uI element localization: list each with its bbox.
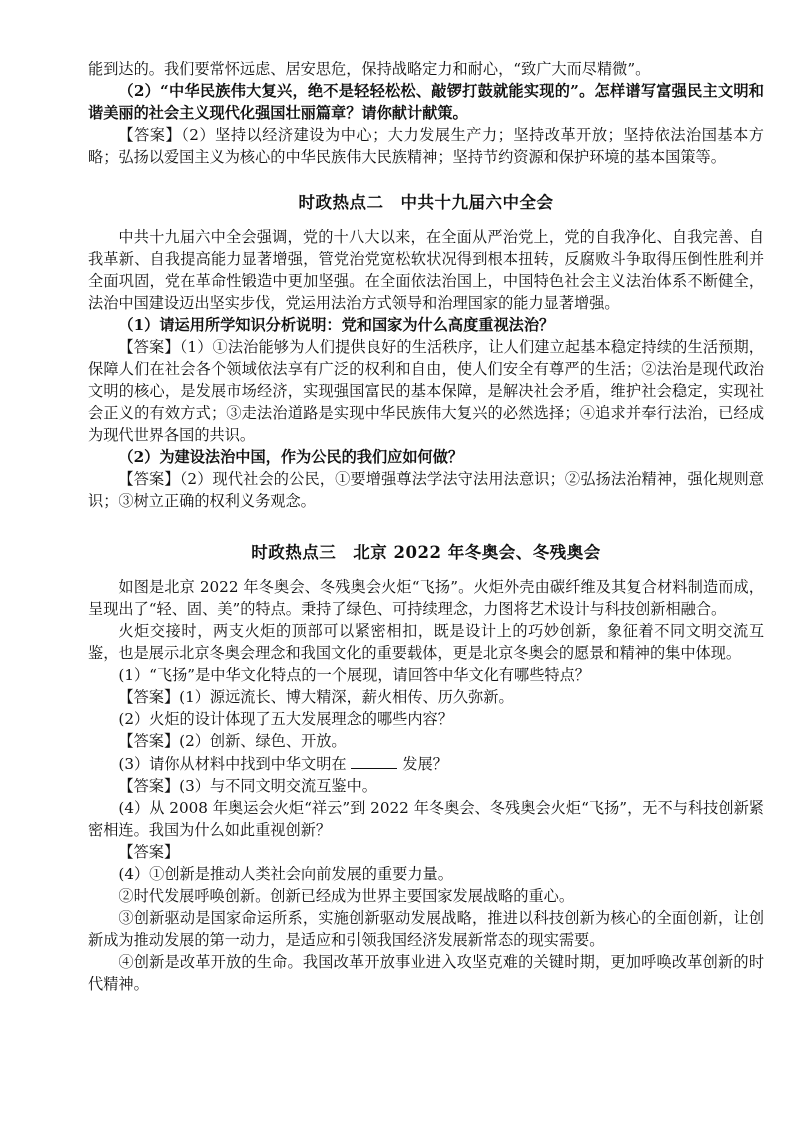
paragraph-continuation: 能到达的。我们要常怀远虑、居安思危，保持战略定力和耐心，“致广大而尽精微”。 — [88, 60, 651, 78]
answer-4-point-2: ②时代发展呼唤创新。创新已经成为世界主要国家发展战略的重心。 — [118, 887, 575, 905]
question-3-section3 — [88, 752, 764, 775]
question-2-section2: （2）为建设法治中国，作为公民的我们应如何做？ — [118, 448, 464, 466]
fill-in-blank — [351, 752, 397, 769]
answer-3-section3: 【答案】(3）与不同文明交流互鉴中。 — [118, 777, 377, 795]
answer-1-section3: 【答案】(1）源远流长、博大精深，薪火相传、历久弥新。 — [118, 688, 514, 706]
section-2-title: 时政热点二 中共十九届六中全会 — [298, 193, 554, 212]
section-3-title: 时政热点三 北京 2022 年冬奥会、冬残奥会 — [251, 543, 601, 562]
question-4-section3: (4）从 2008 年奥运会火炬“祥云”到 2022 年冬奥会、冬残奥会火炬“飞扬”，无不与科技创新紧密相连。我国为什么如此重视创新？ — [88, 799, 764, 839]
answer-4-point-3: ③创新驱动是国家命运所系，实施创新驱动发展战略，推进以科技创新为核心的全面创新，让创新成为推动发展的第一动力，是适应和引领我国经济发展新常态的现实需要。 — [88, 909, 764, 949]
answer-2-section1: 【答案】（2）坚持以经济建设为中心；大力发展生产力；坚持改革开放；坚持依法治国基本方略；弘扬以爱国主义为核心的中华民族伟大民族精神；坚持节约资源和保护环境的基本国策等。 — [88, 126, 764, 166]
question-2-section1: （2）“中华民族伟大复兴，绝不是轻轻松松、敲锣打鼓就能实现的”。怎样谱写富强民主文明和谐美丽的社会主义现代化强国壮丽篇章？请你献计献策。 — [88, 82, 764, 122]
answer-4-label: 【答案】 — [118, 843, 180, 861]
question-1-section2: （1）请运用所学知识分析说明：党和国家为什么高度重视法治？ — [118, 316, 555, 334]
answer-1-section2: 【答案】（1）①法治能够为人们提供良好的生活秩序，让人们建立起基本稳定持续的生活预期，保障人们在社会各个领域依法享有广泛的权利和自由，使人们安全有尊严的生活；②法治是现代政治文明的核心，是发展市场经济，实现强国富民的基本保障，是解决社会矛盾，维护社会稳定，实现社会正义的有效方式；③走法治道路是实现中华民族伟大复兴的必然选择；④追求并奉行法治，已经成为现代世界各国的共识。 — [88, 338, 764, 444]
answer-4-point-4: ④创新是改革开放的生命。我国改革开放事业进入攻坚克难的关键时期，更加呼唤改革创新的时代精神。 — [88, 953, 764, 993]
answer-4-point-1: (4）①创新是推动人类社会向前发展的重要力量。 — [118, 865, 453, 883]
question-3-text-before: (3）请你从材料中找到中华文明在 — [118, 755, 347, 773]
answer-2-section2: 【答案】（2）现代社会的公民，①要增强尊法学法守法用法意识；②弘扬法治精神，强化规则意识；③树立正确的权利义务观念。 — [88, 470, 764, 510]
section-3-paragraph-2: 火炬交接时，两支火炬的顶部可以紧密相扣，既是设计上的巧妙创新，象征着不同文明交流互鉴，也是展示北京冬奥会理念和我国文化的重要载体，更是北京冬奥会的愿景和精神的集中体现。 — [88, 622, 764, 662]
question-2-section3: (2）火炬的设计体现了五大发展理念的哪些内容？ — [118, 710, 453, 728]
question-1-section3: (1）“飞扬”是中华文化特点的一个展现，请回答中华文化有哪些特点？ — [118, 666, 590, 684]
section-2-intro: 中共十九届六中全会强调，党的十八大以来，在全面从严治党上，党的自我净化、自我完善、自我革新、自我提高能力显著增强，管党治党宽松软状况得到根本扭转，反腐败斗争取得压倒性胜利并全面巩固，党在革命性锻造中更加坚强。在全面依法治国上，中国特色社会主义法治体系不断健全，法治中国建设迈出坚实步伐，党运用法治方式领导和治理国家的能力显著增强。 — [88, 228, 764, 312]
answer-2-section3: 【答案】(2）创新、绿色、开放。 — [118, 732, 347, 750]
question-3-text-after: 发展？ — [402, 755, 448, 773]
section-3-paragraph-1: 如图是北京 2022 年冬奥会、冬残奥会火炬“飞扬”。火炬外壳由碳纤维及其复合材料制造而成，呈现出了“轻、固、美”的特点。秉持了绿色、可持续理念，力图将艺术设计与科技创新相融合。 — [88, 578, 764, 618]
